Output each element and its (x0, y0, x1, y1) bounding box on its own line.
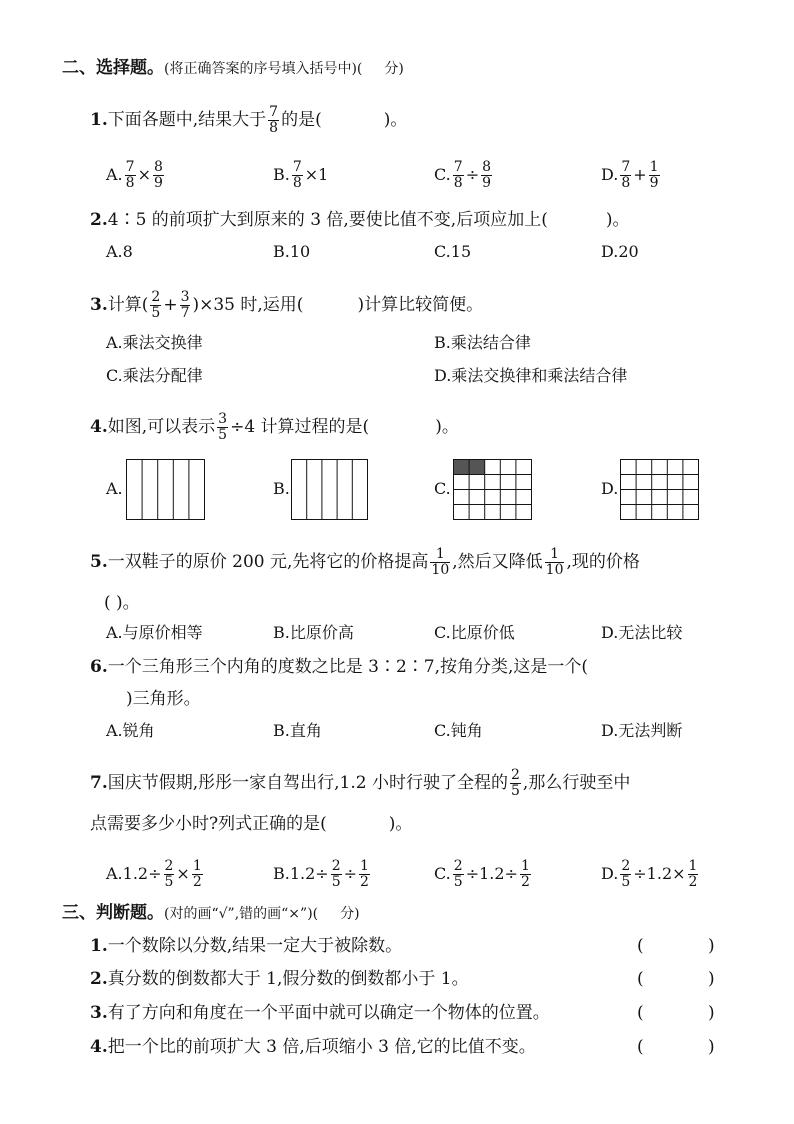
option-c[interactable]: C. $\frac{2}{5}$ ÷1.2÷ $\frac{1}{2}$ (434, 858, 530, 890)
judge-close-paren[interactable]: ) (708, 1037, 715, 1057)
section-score: 分) (384, 61, 404, 77)
option-d[interactable]: D. $\frac{7}{8}$ + $\frac{1}{9}$ (601, 159, 659, 191)
judge-close-paren[interactable]: ) (708, 969, 715, 989)
question-number: 1. (90, 110, 108, 130)
question-number: 2. (90, 210, 108, 230)
option-c[interactable]: C.比原价低 (434, 623, 515, 642)
question-text: ,那么行驶至中 (522, 773, 631, 793)
option-b[interactable]: B.乘法结合律 (434, 333, 531, 352)
judge-open-paren[interactable]: ( (637, 969, 644, 989)
section-heading: 三、判断题。 (62, 903, 164, 923)
question-text: 一个三角形三个内角的度数之比是 3∶2∶7,按角分类,这是一个( (107, 657, 589, 677)
question-text: 下面各题中,结果大于 (107, 110, 267, 130)
section-note: (对的画“√”,错的画“×”)( (164, 906, 319, 922)
question-7-line2 (90, 814, 412, 834)
option-d[interactable]: D.20 (601, 242, 639, 261)
question-text: 国庆节假期,彤彤一家自驾出行,1.2 小时行驶了全程的 (107, 773, 508, 793)
question-text: ,然后又降低 (452, 552, 543, 572)
option-d-figure[interactable] (620, 459, 700, 521)
question-text: )计算比较简便。 (357, 295, 484, 315)
question-text: )。 (605, 210, 630, 230)
question-7: 7.国庆节假期,彤彤一家自驾出行,1.2 小时行驶了全程的 $\frac{2}{5}$ ,那么行驶至中 (90, 767, 631, 799)
option-a[interactable]: A.1.2÷ $\frac{2}{5}$ × $\frac{1}{2}$ (106, 858, 202, 890)
option-c[interactable]: C. $\frac{7}{8}$ ÷ $\frac{8}{9}$ (434, 159, 492, 191)
question-6 (90, 657, 588, 677)
option-b-figure[interactable] (291, 459, 369, 521)
question-number: 7. (90, 773, 108, 793)
option-d-label[interactable]: D. (601, 479, 619, 498)
option-b[interactable]: B.1.2÷ $\frac{2}{5}$ ÷ $\frac{1}{2}$ (273, 858, 369, 890)
option-b[interactable]: B.10 (273, 242, 311, 261)
option-d[interactable]: D. $\frac{2}{5}$ ÷1.2× $\frac{1}{2}$ (601, 858, 698, 890)
option-b[interactable]: B. $\frac{7}{8}$ ×1 (273, 159, 329, 191)
shaded-cell (469, 460, 485, 475)
option-b[interactable]: B.比原价高 (273, 623, 354, 642)
question-number: 4. (90, 417, 108, 437)
section-heading: 二、选择题。 (62, 58, 164, 78)
question-text: 如图,可以表示 (107, 417, 216, 437)
question-text: 一双鞋子的原价 200 元,先将它的价格提高 (107, 552, 429, 572)
option-d[interactable]: D.无法判断 (601, 721, 683, 740)
option-c[interactable]: C.钝角 (434, 721, 483, 740)
judge-close-paren[interactable]: ) (708, 936, 715, 956)
section-title (62, 903, 360, 924)
option-a[interactable]: A.与原价相等 (106, 623, 203, 642)
option-c[interactable]: C.乘法分配律 (106, 366, 203, 385)
option-c-label[interactable]: C. (434, 479, 451, 498)
judge-close-paren[interactable]: ) (708, 1003, 715, 1023)
question-4: 4.如图,可以表示 $\frac{3}{5}$ ÷4 计算过程的是( )。 (90, 411, 459, 443)
option-a-figure[interactable] (126, 459, 206, 521)
judge-open-paren[interactable]: ( (637, 936, 644, 956)
judge-item-1: 1.一个数除以分数,结果一定大于被除数。 (90, 936, 403, 956)
option-d[interactable]: D.乘法交换律和乘法结合律 (434, 366, 628, 385)
section-title (62, 58, 404, 79)
question-text: )。 (388, 814, 413, 834)
option-a[interactable]: A. $\frac{7}{8}$ × $\frac{8}{9}$ (106, 159, 163, 191)
fraction: $\frac{7}{8}$ (269, 104, 279, 136)
question-2 (90, 210, 630, 230)
option-d[interactable]: D.无法比较 (601, 623, 683, 642)
question-text: ÷4 计算过程的是( (230, 417, 370, 437)
question-number: 6. (90, 657, 108, 677)
question-1 (90, 105, 407, 136)
question-text: 点需要多少小时?列式正确的是( (90, 814, 327, 834)
judge-item-3: 3.有了方向和角度在一个平面中就可以确定一个物体的位置。 (90, 1003, 550, 1023)
option-a-label[interactable]: A. (106, 479, 123, 498)
question-text: 4∶5 的前项扩大到原来的 3 倍,要使比值不变,后项应加上( (107, 210, 548, 230)
option-a[interactable]: A.乘法交换律 (106, 333, 203, 352)
option-b-label[interactable]: B. (273, 479, 290, 498)
question-text: ,现的价格 (566, 552, 640, 572)
section-note: (将正确答案的序号填入括号中)( (164, 61, 363, 77)
question-text: )×35 时,运用( (192, 295, 304, 315)
option-a[interactable]: A.8 (106, 242, 133, 261)
section-score: 分) (340, 906, 360, 922)
option-b[interactable]: B.直角 (273, 721, 322, 740)
question-6-line2 (104, 689, 201, 709)
question-5-blank[interactable]: ( )。 (104, 593, 140, 613)
shaded-cell (454, 460, 470, 475)
question-number: 5. (90, 552, 108, 572)
question-number: 3. (90, 295, 108, 315)
question-5: 5.一双鞋子的原价 200 元,先将它的价格提高 $\frac{1}{10}$ ,然后又降低 $\frac{1}{10}$ ,现的价格 (90, 546, 640, 578)
judge-open-paren[interactable]: ( (637, 1037, 644, 1057)
judge-item-2: 2.真分数的倒数都大于 1,假分数的倒数都小于 1。 (90, 969, 469, 989)
question-text: 的是( (281, 110, 322, 130)
question-text: )。 (383, 110, 408, 130)
judge-item-4: 4.把一个比的前项扩大 3 倍,后项缩小 3 倍,它的比值不变。 (90, 1037, 536, 1057)
question-text: )。 (435, 417, 459, 437)
option-c-figure[interactable] (453, 459, 533, 521)
judge-open-paren[interactable]: ( (637, 1003, 644, 1023)
question-text: 计算( (107, 295, 149, 315)
question-text: )三角形。 (126, 689, 201, 709)
option-a[interactable]: A.锐角 (106, 721, 155, 740)
question-3: 3.计算( $\frac{2}{5}$ + $\frac{3}{7}$ )×35 时,运用( )计算比较简便。 (90, 289, 484, 321)
option-c[interactable]: C.15 (434, 242, 472, 261)
